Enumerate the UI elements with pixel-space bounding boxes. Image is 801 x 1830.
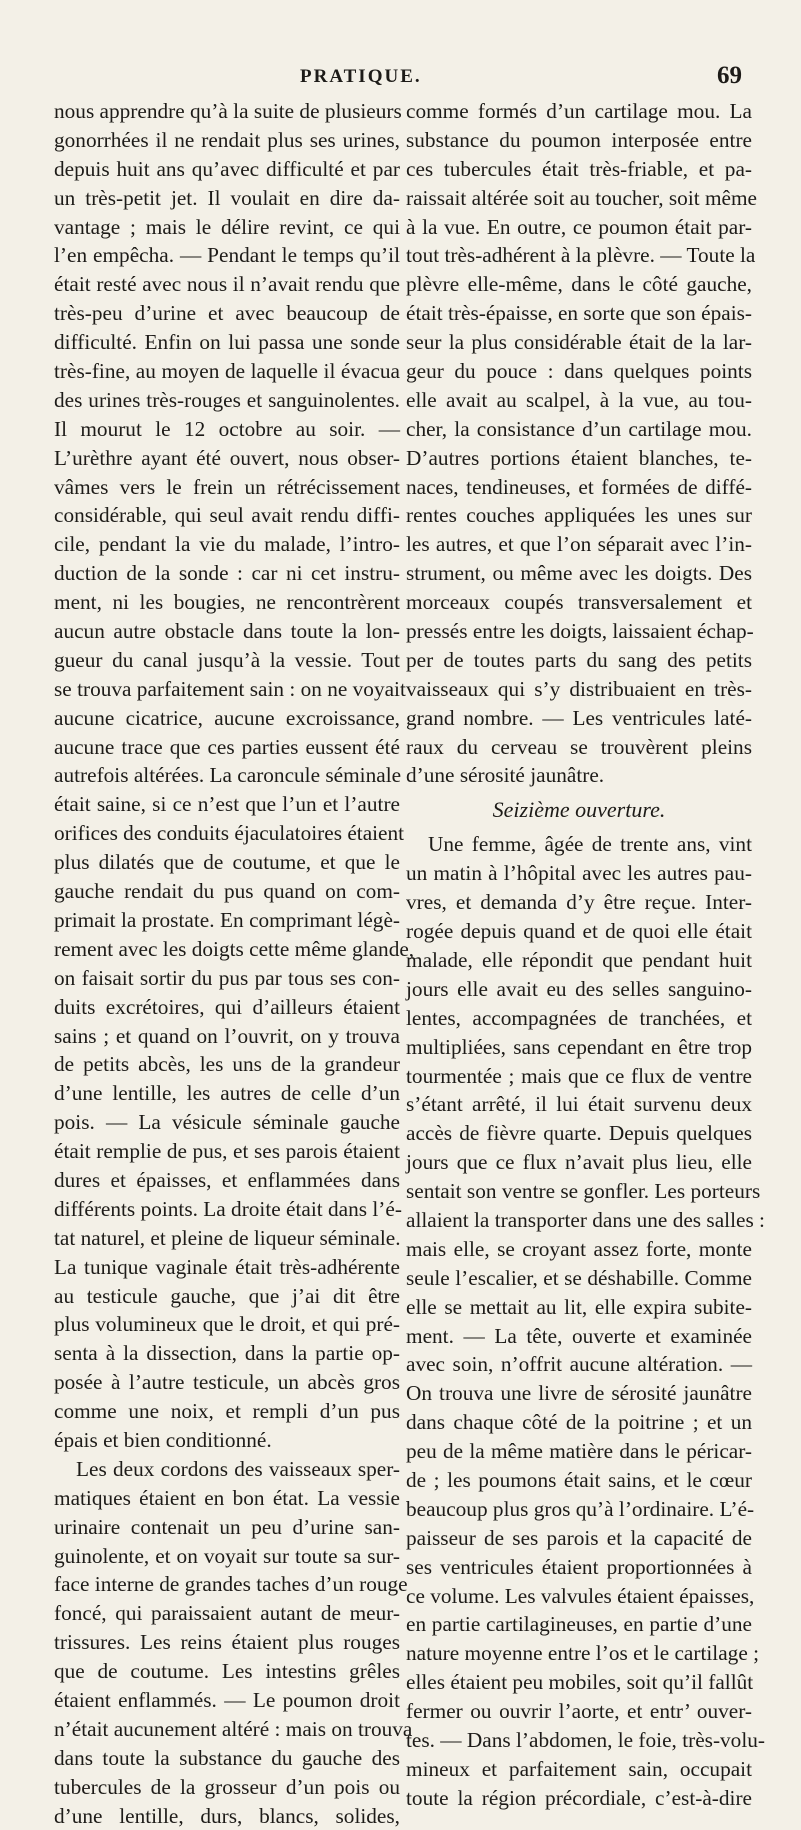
text-line: était très-épaisse, en sorte que son épais- bbox=[406, 301, 752, 326]
text-line: Il mourut le 12 octobre au soir. — bbox=[54, 416, 400, 441]
text-line: nature moyenne entre l’os et le cartilage ; bbox=[406, 1641, 760, 1666]
text-line: paisseur de ses parois et la capacité de bbox=[406, 1525, 752, 1550]
text-line: rement avec les doigts cette même glande, bbox=[54, 936, 415, 961]
text-line: foncé, qui paraissaient autant de meur- bbox=[54, 1601, 400, 1626]
text-line: épais et bien conditionné. bbox=[54, 1427, 272, 1452]
text-line: L’urèthre ayant été ouvert, nous obser- bbox=[54, 445, 400, 470]
text-line: ces tubercules était très-friable, et pa- bbox=[406, 156, 752, 181]
text-line: allaient la transporter dans une des salles : bbox=[406, 1207, 765, 1232]
text-line: que de coutume. Les intestins grêles bbox=[54, 1659, 400, 1684]
left-text-column bbox=[54, 97, 415, 1830]
text-line: multipliées, sans cependant en être trop bbox=[406, 1034, 752, 1059]
text-line: pressés entre les doigts, laissaient échap- bbox=[406, 619, 754, 644]
text-line: au testicule gauche, que j’ai dit être bbox=[54, 1283, 400, 1308]
text-line: vres, et demanda d’y être reçue. Inter- bbox=[406, 890, 752, 915]
text-line: vantage ; mais le délire revint, ce qui bbox=[54, 214, 400, 239]
text-line: aucune cicatrice, aucune excroissance, bbox=[54, 705, 400, 730]
text-line: plus volumineux que le droit, et qui pré- bbox=[54, 1312, 400, 1337]
text-line: duits excrétoires, qui d’ailleurs étaient bbox=[54, 994, 400, 1019]
text-line: raissait altérée soit au toucher, soit même bbox=[406, 185, 758, 210]
text-line: étaient enflammés. — Le poumon droit bbox=[54, 1687, 400, 1712]
text-line: dures et épaisses, et enflammées dans bbox=[54, 1167, 400, 1192]
text-line: nous apprendre qu’à la suite de plusieurs bbox=[54, 99, 402, 123]
text-line: un très-petit jet. Il voulait en dire da- bbox=[54, 185, 400, 210]
text-line: grand nombre. — Les ventricules laté- bbox=[406, 705, 752, 730]
text-line: lentes, accompagnées de tranchées, et bbox=[406, 1005, 752, 1030]
text-line: peu de la même matière dans le péricar- bbox=[406, 1439, 752, 1464]
text-line: seur la plus considérable était de la lar- bbox=[406, 330, 752, 355]
text-line: était remplie de pus, et ses parois étaient bbox=[54, 1139, 400, 1164]
text-line: n’était aucunement altéré : mais on trouva bbox=[54, 1716, 413, 1741]
text-line: ment, ni les bougies, ne rencontrèrent bbox=[54, 590, 400, 615]
text-line: on faisait sortir du pus par tous ses con- bbox=[54, 965, 400, 990]
text-line: gonorrhées il ne rendait plus ses urines, bbox=[54, 127, 400, 152]
text-line: raux du cerveau se trouvèrent pleins bbox=[406, 734, 752, 759]
text-line: un matin à l’hôpital avec les autres pau- bbox=[406, 861, 752, 886]
text-line: dans chaque côté de la poitrine ; et un bbox=[406, 1410, 752, 1435]
text-line: d’une lentille, les autres de celle d’un bbox=[54, 1081, 400, 1106]
text-line: dans toute la substance du gauche des bbox=[54, 1745, 400, 1770]
text-line: aucune trace que ces parties eussent été bbox=[54, 734, 400, 759]
text-line: plèvre elle-même, dans le côté gauche, bbox=[406, 272, 752, 297]
text-line: sains ; et quand on l’ouvrit, on y trouva bbox=[54, 1023, 400, 1048]
text-line: La tunique vaginale était très-adhérente bbox=[54, 1254, 400, 1279]
text-line: vâmes vers le frein un rétrécissement bbox=[54, 474, 400, 499]
running-head bbox=[0, 62, 801, 100]
text-line: plus dilatés que de coutume, et que le bbox=[54, 850, 400, 875]
text-line: geur du pouce : dans quelques points bbox=[406, 359, 752, 384]
text-line: comme une noix, et rempli d’un pus bbox=[54, 1399, 400, 1424]
text-line: vaisseaux qui s’y distribuaient en très- bbox=[406, 676, 752, 701]
text-line: avec soin, n’offrit aucune altération. — bbox=[406, 1352, 752, 1377]
text-line: primait la prostate. En comprimant légè- bbox=[54, 907, 400, 932]
text-line: On trouva une livre de sérosité jaunâtre bbox=[406, 1381, 752, 1406]
text-line: sentait son ventre se gonfler. Les porteurs bbox=[406, 1179, 761, 1204]
running-title: PRATIQUE. bbox=[300, 66, 422, 87]
text-line: pois. — La vésicule séminale gauche bbox=[54, 1110, 400, 1135]
text-line: était saine, si ce n’est que l’un et l’autre bbox=[54, 792, 400, 817]
text-line: Les deux cordons des vaisseaux sper- bbox=[76, 1456, 400, 1481]
text-line: malade, elle répondit que pendant huit bbox=[406, 947, 752, 972]
text-line: trissures. Les reins étaient plus rouges bbox=[54, 1630, 400, 1655]
text-line: D’autres portions étaient blanches, te- bbox=[406, 445, 752, 470]
text-line: toute la région précordiale, c’est-à-dire bbox=[406, 1785, 752, 1810]
text-line: posée à l’autre testicule, un abcès gros bbox=[54, 1370, 400, 1395]
text-line: tubercules de la grosseur d’un pois ou bbox=[54, 1774, 400, 1799]
text-line: l’en empêcha. — Pendant le temps qu’il bbox=[54, 243, 400, 268]
text-line: considérable, qui seul avait rendu diffi- bbox=[54, 503, 400, 528]
text-line: matiques étaient en bon état. La vessie bbox=[54, 1485, 400, 1510]
text-line: beaucoup plus gros qu’à l’ordinaire. L’é- bbox=[406, 1496, 755, 1521]
text-line: guinolente, et on voyait sur toute sa sur- bbox=[54, 1543, 400, 1568]
text-line: elles étaient peu mobiles, soit qu’il fallût bbox=[406, 1670, 754, 1695]
text-line: aucun autre obstacle dans toute la lon- bbox=[54, 619, 400, 644]
text-line: jours elle avait eu des selles sanguino- bbox=[406, 976, 752, 1001]
text-line: d’une sérosité jaunâtre. bbox=[406, 763, 605, 788]
text-line: urinaire contenait un peu d’urine san- bbox=[54, 1514, 400, 1539]
text-line: différents points. La droite était dans l’é- bbox=[54, 1196, 402, 1221]
text-line: de ; les poumons était sains, et le cœur bbox=[406, 1467, 752, 1492]
text-line: cher, la consistance d’un cartilage mou. bbox=[406, 416, 752, 441]
text-line: autrefois altérées. La caroncule séminale bbox=[54, 763, 402, 788]
text-line: les autres, et que l’on séparait avec l’in- bbox=[406, 532, 752, 557]
text-line: cile, pendant la vie du malade, l’intro- bbox=[54, 532, 400, 557]
text-line: gueur du canal jusqu’à la vessie. Tout bbox=[54, 647, 400, 672]
text-line: orifices des conduits éjaculatoires étaient bbox=[54, 821, 405, 846]
page-number: 69 bbox=[717, 62, 742, 89]
text-line: tes. — Dans l’abdomen, le foie, très-volu- bbox=[406, 1727, 765, 1752]
text-line: substance du poumon interposée entre bbox=[406, 127, 752, 152]
text-line: difficulté. Enfin on lui passa une sonde bbox=[54, 330, 400, 355]
text-line: depuis huit ans qu’avec difficulté et par bbox=[54, 156, 400, 181]
text-line: en partie cartilagineuses, en partie d’une bbox=[406, 1612, 752, 1637]
text-line: naces, tendineuses, et formées de diffé- bbox=[406, 474, 752, 499]
text-line: ment. — La tête, ouverte et examinée bbox=[406, 1323, 752, 1348]
text-line: mais elle, se croyant assez forte, monte bbox=[406, 1236, 752, 1261]
text-line: per de toutes parts du sang des petits bbox=[406, 647, 752, 672]
text-line: de petits abcès, les uns de la grandeur bbox=[54, 1052, 400, 1077]
text-line: tout très-adhérent à la plèvre. — Toute la bbox=[406, 243, 756, 268]
text-line: tat naturel, et pleine de liqueur séminale. bbox=[54, 1225, 401, 1250]
text-line: des urines très-rouges et sanguinolentes. bbox=[54, 387, 400, 412]
text-line: senta à la dissection, dans la partie op- bbox=[54, 1341, 400, 1366]
text-line: d’une lentille, durs, blancs, solides, bbox=[54, 1803, 400, 1828]
text-line: comme formés d’un cartilage mou. La bbox=[406, 99, 752, 123]
text-line: se trouva parfaitement sain : on ne voyait bbox=[54, 676, 406, 701]
right-text-column bbox=[406, 97, 765, 1813]
text-line: très-fine, au moyen de laquelle il évacua bbox=[54, 359, 400, 384]
section-heading: Seizième ouverture. bbox=[492, 797, 666, 823]
text-line: elle avait au scalpel, à la vue, au tou- bbox=[406, 387, 752, 412]
text-line: elle se mettait au lit, elle expira subite- bbox=[406, 1294, 752, 1319]
text-line: rentes couches appliquées les unes sur bbox=[406, 503, 752, 528]
text-line: à la vue. En outre, ce poumon était par- bbox=[406, 214, 752, 239]
text-line: ses ventricules étaient proportionnées à bbox=[406, 1554, 752, 1579]
text-line: s’étant arrêté, il lui était survenu deux bbox=[406, 1092, 752, 1117]
text-line: fermer ou ouvrir l’aorte, et entr’ ouver- bbox=[406, 1699, 752, 1724]
text-line: rogée depuis quand et de quoi elle était bbox=[406, 919, 752, 944]
text-line: Une femme, âgée de trente ans, vint bbox=[428, 832, 752, 857]
text-line: accès de fièvre quarte. Depuis quelques bbox=[406, 1121, 752, 1146]
text-line: tourmentée ; mais que ce flux de ventre bbox=[406, 1063, 752, 1088]
text-line: gauche rendait du pus quand on com- bbox=[54, 879, 400, 904]
text-line: strument, ou même avec les doigts. Des bbox=[406, 561, 752, 586]
text-line: duction de la sonde : car ni cet instru- bbox=[54, 561, 400, 586]
text-line: morceaux coupés transversalement et bbox=[406, 590, 752, 615]
text-line: face interne de grandes taches d’un rouge bbox=[54, 1572, 408, 1597]
text-line: mineux et parfaitement sain, occupait bbox=[406, 1756, 752, 1781]
text-line: seule l’escalier, et se déshabille. Comme bbox=[406, 1265, 752, 1290]
text-line: était resté avec nous il n’avait rendu que bbox=[54, 272, 400, 297]
text-line: ce volume. Les valvules étaient épaisses, bbox=[406, 1583, 755, 1608]
text-line: très-peu d’urine et avec beaucoup de bbox=[54, 301, 400, 326]
text-line: jours que ce flux n’avait plus lieu, elle bbox=[406, 1150, 752, 1175]
